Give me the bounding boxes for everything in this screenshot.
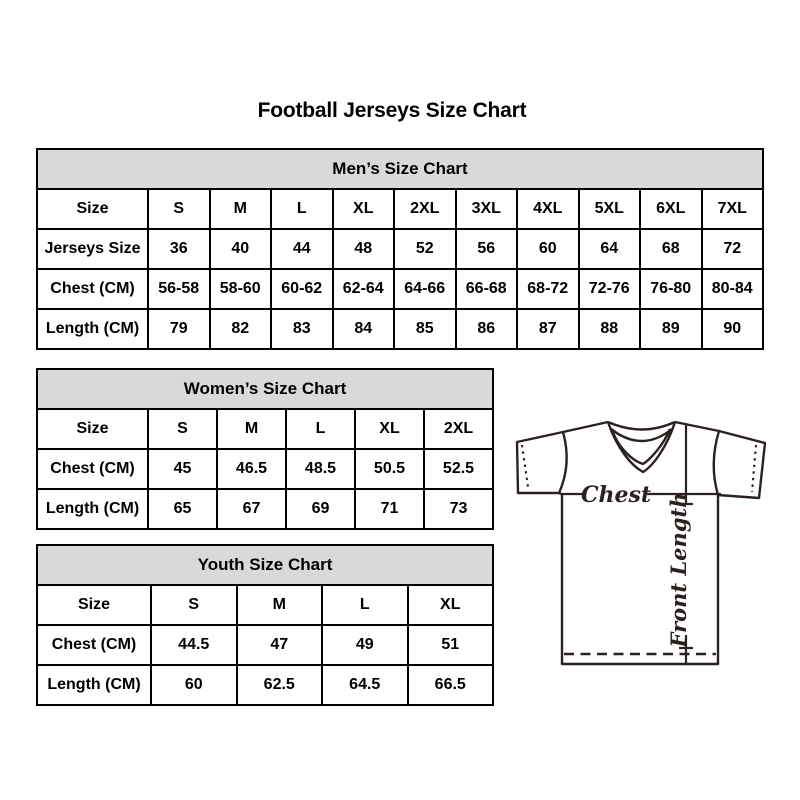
table-title: Men’s Size Chart — [37, 149, 763, 189]
column-header: S — [148, 409, 217, 449]
table-cell: 46.5 — [217, 449, 286, 489]
table-cell: 62-64 — [333, 269, 395, 309]
column-header: XL — [355, 409, 424, 449]
table-cell: 72 — [702, 229, 764, 269]
table-cell: 52 — [394, 229, 456, 269]
row-label: Size — [37, 189, 148, 229]
row-label: Length (CM) — [37, 489, 148, 529]
jersey-measurement-diagram — [505, 406, 777, 668]
column-header: 2XL — [424, 409, 493, 449]
table-cell: 71 — [355, 489, 424, 529]
table-cell: 65 — [148, 489, 217, 529]
table-row — [37, 269, 763, 309]
column-header: 5XL — [579, 189, 641, 229]
table-cell: 67 — [217, 489, 286, 529]
table-cell: 44.5 — [151, 625, 237, 665]
table-cell: 66-68 — [456, 269, 518, 309]
table-cell: 87 — [517, 309, 579, 349]
table-cell: 79 — [148, 309, 210, 349]
column-header: M — [217, 409, 286, 449]
table-cell: 56 — [456, 229, 518, 269]
jersey-diagram-svg — [505, 406, 777, 668]
table-cell: 52.5 — [424, 449, 493, 489]
table-cell: 68 — [640, 229, 702, 269]
table-cell: 73 — [424, 489, 493, 529]
table-cell: 50.5 — [355, 449, 424, 489]
table-cell: 58-60 — [210, 269, 272, 309]
table-cell: 40 — [210, 229, 272, 269]
table-row — [37, 189, 763, 229]
table-row — [37, 229, 763, 269]
table-cell: 72-76 — [579, 269, 641, 309]
table-row — [37, 309, 763, 349]
row-label: Chest (CM) — [37, 269, 148, 309]
column-header: XL — [333, 189, 395, 229]
table-cell: 83 — [271, 309, 333, 349]
table-cell: 76-80 — [640, 269, 702, 309]
table-cell: 60 — [151, 665, 237, 705]
column-header: 7XL — [702, 189, 764, 229]
page-title: Football Jerseys Size Chart — [257, 99, 527, 122]
table-title-row — [37, 149, 763, 189]
table-cell: 48.5 — [286, 449, 355, 489]
column-header: M — [210, 189, 272, 229]
table-cell: 69 — [286, 489, 355, 529]
column-header: L — [271, 189, 333, 229]
table-cell: 84 — [333, 309, 395, 349]
column-header: M — [237, 585, 323, 625]
youth-size-table — [36, 544, 494, 706]
table-cell: 51 — [408, 625, 494, 665]
row-label: Size — [37, 409, 148, 449]
table-cell: 60 — [517, 229, 579, 269]
row-label: Chest (CM) — [37, 625, 151, 665]
table-cell: 44 — [271, 229, 333, 269]
table-cell: 36 — [148, 229, 210, 269]
jersey-outline — [517, 422, 765, 664]
sleeve-stitch-right — [752, 445, 756, 492]
table-cell: 45 — [148, 449, 217, 489]
column-header: 4XL — [517, 189, 579, 229]
table-title: Women’s Size Chart — [37, 369, 493, 409]
table-cell: 85 — [394, 309, 456, 349]
column-header: 3XL — [456, 189, 518, 229]
row-label: Jerseys Size — [37, 229, 148, 269]
table-cell: 89 — [640, 309, 702, 349]
column-header: L — [322, 585, 408, 625]
table-cell: 60-62 — [271, 269, 333, 309]
front-length-label: Front Length — [666, 492, 691, 648]
column-header: XL — [408, 585, 494, 625]
row-label: Chest (CM) — [37, 449, 148, 489]
mens-size-table — [36, 148, 764, 350]
column-header: 6XL — [640, 189, 702, 229]
column-header: 2XL — [394, 189, 456, 229]
table-cell: 90 — [702, 309, 764, 349]
table-cell: 64-66 — [394, 269, 456, 309]
column-header: L — [286, 409, 355, 449]
row-label: Size — [37, 585, 151, 625]
table-cell: 66.5 — [408, 665, 494, 705]
table-title-row — [37, 545, 493, 585]
table-row — [37, 665, 493, 705]
jersey-sleeve-seam-right — [714, 431, 719, 495]
column-header: S — [151, 585, 237, 625]
table-cell: 82 — [210, 309, 272, 349]
table-row — [37, 625, 493, 665]
table-cell: 48 — [333, 229, 395, 269]
table-cell: 86 — [456, 309, 518, 349]
table-title-row — [37, 369, 493, 409]
table-row — [37, 585, 493, 625]
jersey-sleeve-seam-left — [559, 432, 567, 493]
table-cell: 68-72 — [517, 269, 579, 309]
table-row — [37, 409, 493, 449]
table-row — [37, 489, 493, 529]
sleeve-stitch-left — [522, 445, 528, 487]
table-cell: 64.5 — [322, 665, 408, 705]
table-cell: 62.5 — [237, 665, 323, 705]
table-row — [37, 449, 493, 489]
table-title: Youth Size Chart — [37, 545, 493, 585]
table-cell: 49 — [322, 625, 408, 665]
womens-size-table — [36, 368, 494, 530]
chest-label: Chest — [580, 482, 652, 508]
table-cell: 56-58 — [148, 269, 210, 309]
row-label: Length (CM) — [37, 309, 148, 349]
row-label: Length (CM) — [37, 665, 151, 705]
table-cell: 64 — [579, 229, 641, 269]
table-cell: 47 — [237, 625, 323, 665]
table-cell: 88 — [579, 309, 641, 349]
column-header: S — [148, 189, 210, 229]
table-cell: 80-84 — [702, 269, 764, 309]
